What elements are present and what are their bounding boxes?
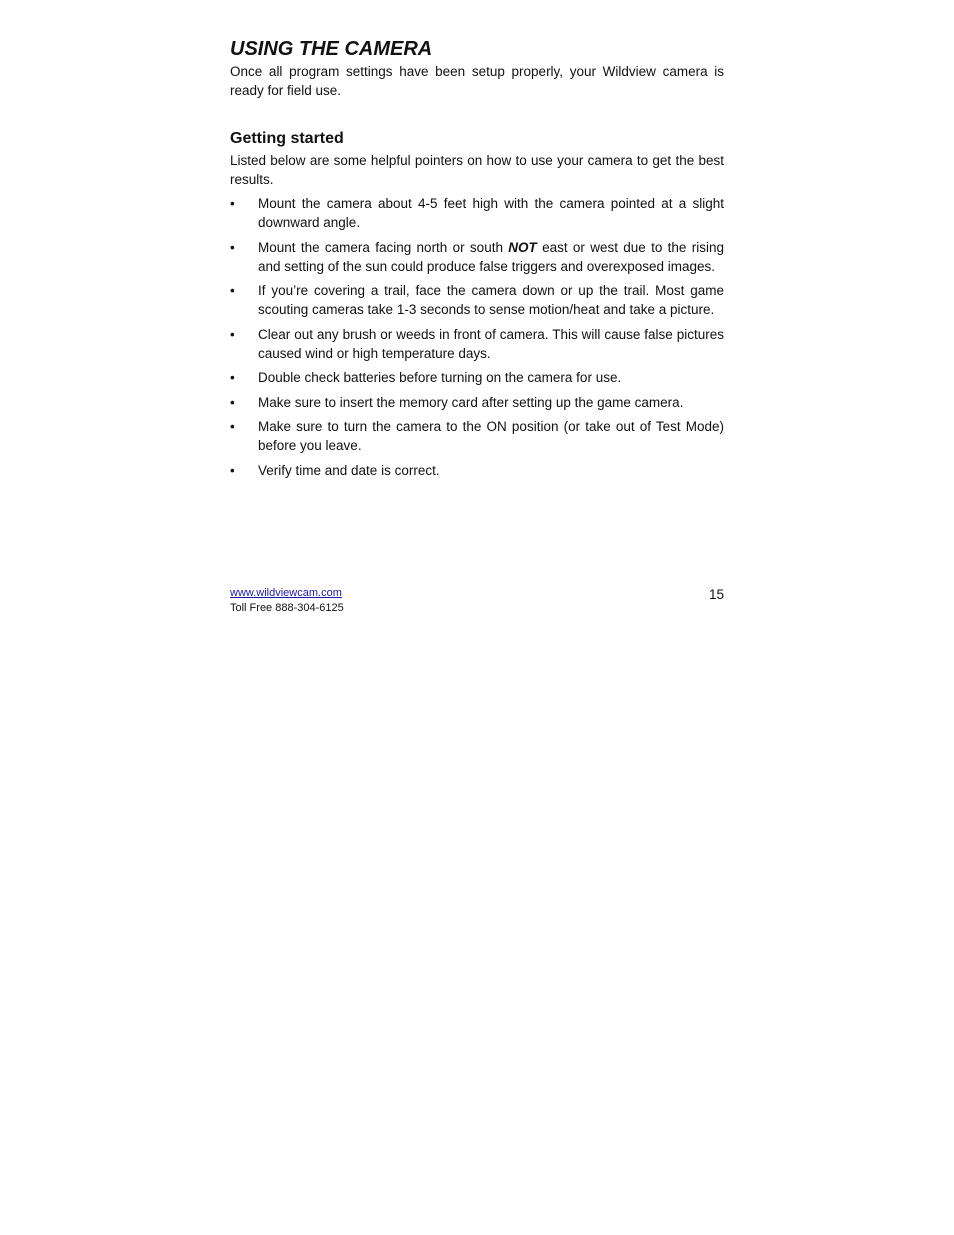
bullet-icon: • (230, 326, 235, 342)
list-item-text: Clear out any brush or weeds in front of camera. This will cause false pictures caused wind or high temperature days. (258, 326, 724, 361)
bullet-icon: • (230, 419, 235, 434)
list-item-text-after: east or west due to the rising and setting of the sun could produce false triggers and overexposed images. (258, 239, 724, 274)
list-item-text: Verify time and date is correct. (258, 462, 440, 478)
bullet-icon: • (230, 239, 235, 255)
page-title: USING THE CAMERA (230, 38, 433, 60)
intro-paragraph: Once all program settings have been setup properly, your Wildview camera is ready for field use. (230, 64, 724, 98)
list-item (230, 393, 724, 412)
list-item-text-before: Mount the camera facing north or south (258, 239, 509, 255)
emphasis-text: NOT (508, 239, 537, 255)
bullet-icon: • (230, 283, 235, 298)
page-footer (230, 586, 724, 616)
list-item (230, 238, 724, 276)
toll-free-phone: Toll Free 888-304-6125 (230, 602, 344, 614)
bullet-icon: • (230, 370, 235, 385)
list-item-text: Make sure to turn the camera to the ON position (or take out of Test Mode) before you leave. (258, 419, 724, 453)
list-item (230, 368, 724, 387)
website-link[interactable]: www.wildviewcam.com (230, 587, 342, 599)
tips-list (230, 194, 724, 480)
list-item-text: Make sure to insert the memory card after setting up the game camera. (258, 394, 684, 410)
list-item (230, 325, 724, 363)
bullet-icon: • (230, 394, 235, 410)
list-item-text: Mount the camera about 4-5 feet high with the camera pointed at a slight downward angle. (258, 196, 724, 230)
bullet-icon: • (230, 462, 235, 478)
list-item-text: If you’re covering a trail, face the camera down or up the trail. Most game scouting cameras take 1-3 seconds to sense motion/heat and take a picture. (258, 283, 724, 317)
bullet-icon: • (230, 196, 235, 211)
list-item (230, 417, 724, 455)
list-item-text (258, 240, 724, 274)
section-heading: Getting started (230, 130, 344, 147)
list-item (230, 461, 724, 480)
page-content (230, 36, 724, 485)
section-lead: Listed below are some helpful pointers on how to use your camera to get the best results. (230, 153, 724, 187)
list-item (230, 281, 724, 319)
page-number: 15 (708, 587, 724, 602)
list-item-text: Double check batteries before turning on the camera for use. (258, 370, 622, 385)
list-item (230, 194, 724, 232)
